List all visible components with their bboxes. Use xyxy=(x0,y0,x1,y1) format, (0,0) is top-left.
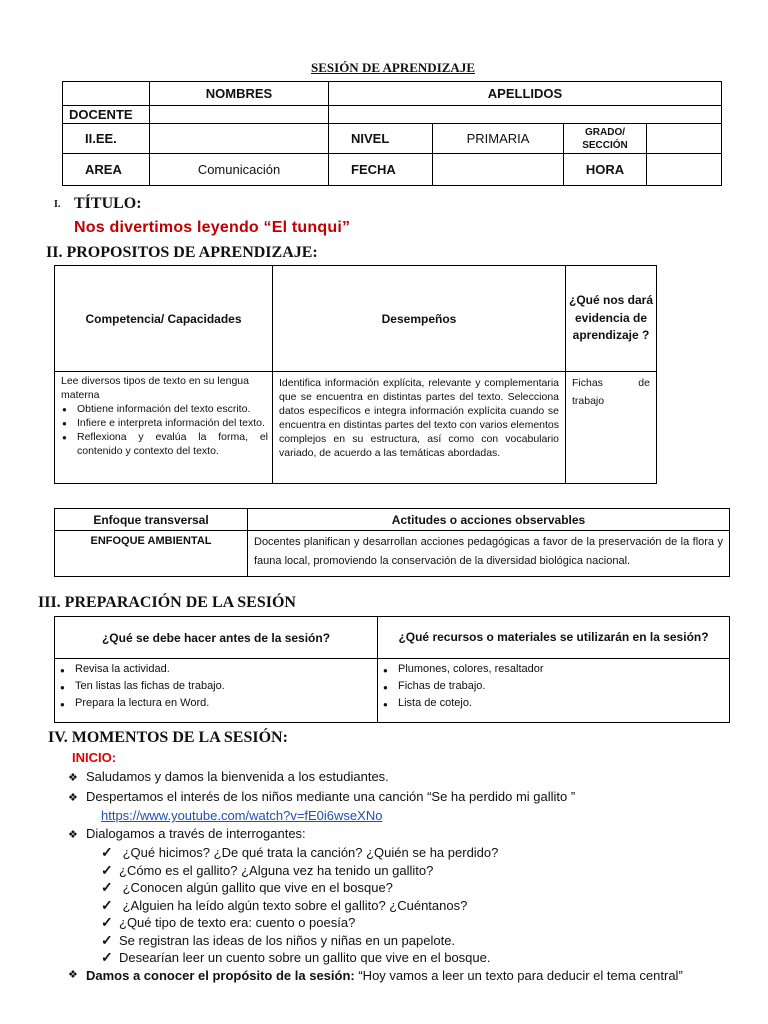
diamond-bullet-icon: ❖ xyxy=(68,968,78,981)
document-title: SESIÓN DE APRENDIZAJE xyxy=(311,60,475,75)
level-value: PRIMARIA xyxy=(433,124,564,154)
question-item: Se registran las ideas de los niños y niñas en un papelote. xyxy=(119,932,456,948)
section3-heading: III. PREPARACIÓN DE LA SESIÓN xyxy=(38,594,296,611)
pen-check-icon: ✓ xyxy=(101,896,113,913)
school-value-cell[interactable] xyxy=(150,124,329,154)
question-item: Desearían leer un cuento sobre un gallito que vive en el bosque. xyxy=(119,950,491,965)
actions-header: Actitudes o acciones observables xyxy=(248,509,730,531)
section2-heading: II. PROPOSITOS DE APRENDIZAJE: xyxy=(46,244,318,261)
time-value-cell[interactable] xyxy=(647,154,722,186)
moments-block xyxy=(68,768,728,984)
section4-heading: IV. MOMENTOS DE LA SESIÓN: xyxy=(48,729,288,746)
material-item: ● Lista de cotejo. xyxy=(394,695,725,712)
evidence-header: ¿Qué nos dará evidencia de aprendizaje ? xyxy=(566,266,657,372)
approach-actions: Docentes planifican y desarrollan acciones pedagógicas a favor de la preservación de la flora y fauna local, promoviendo la conservación de la diversidad biológica nacional. xyxy=(248,531,730,577)
header-table xyxy=(62,81,722,186)
before-item: ● Prepara la lectura en Word. xyxy=(71,695,373,712)
moment-item: Despertamos el interés de los niños mediante una canción “Se ha perdido mi gallito ” xyxy=(86,788,576,804)
pen-check-icon: ✓ xyxy=(101,879,113,895)
preparation-table xyxy=(54,616,730,723)
date-label: FECHA xyxy=(329,154,433,186)
before-item: ● Revisa la actividad. xyxy=(71,661,373,678)
pen-check-icon: ✓ xyxy=(101,949,113,965)
purpose-paragraph xyxy=(86,967,683,985)
question-item: ¿Conocen algún gallito que vive en el bosque? xyxy=(119,880,393,895)
diamond-bullet-icon: ❖ xyxy=(68,828,78,841)
materials-list xyxy=(382,661,725,712)
question-item: ¿Qué tipo de texto era: cuento o poesía? xyxy=(119,915,356,930)
date-value-cell[interactable] xyxy=(433,154,564,186)
grade-label: GRADO/ SECCIÓN xyxy=(564,124,647,154)
capacity-item: ● Reflexiona y evalúa la forma, el contenido y contexto del texto. xyxy=(73,430,268,458)
section1-heading: TÍTULO: xyxy=(74,195,142,212)
capacity-item: ● Obtiene información del texto escrito. xyxy=(73,402,268,416)
evidence-cell: Fichas de trabajo xyxy=(566,372,657,484)
surnames-header: APELLIDOS xyxy=(329,82,722,106)
teacher-label: DOCENTE xyxy=(63,106,150,124)
purpose-text: “Hoy vamos a leer un texto para deducir el tema central” xyxy=(354,967,683,983)
question-item: ¿Qué hicimos? ¿De qué trata la canción? ¿Quién se ha perdido? xyxy=(119,845,499,860)
video-link[interactable]: https://www.youtube.com/watch?v=fE0i6wseXNo xyxy=(101,808,383,823)
approach-name: ENFOQUE AMBIENTAL xyxy=(55,531,248,577)
before-cell xyxy=(55,659,378,723)
question-item: ¿Cómo es el gallito? ¿Alguna vez ha tenido un gallito? xyxy=(119,862,434,878)
approach-header: Enfoque transversal xyxy=(55,509,248,531)
competency-text: Lee diversos tipos de texto en su lengua materna xyxy=(61,375,249,401)
capacity-item: ● Infiere e interpreta información del texto. xyxy=(73,416,268,430)
corner-cell xyxy=(63,82,150,106)
area-label: AREA xyxy=(63,154,150,186)
pen-check-icon: ✓ xyxy=(101,844,113,860)
school-label: II.EE. xyxy=(63,124,150,154)
diamond-bullet-icon: ❖ xyxy=(68,791,78,804)
performance-cell: Identifica información explícita, relevante y complementaria que se encuentra en distintas partes del texto. Selecciona datos específicos e integra información explícita cuando se encuentra en distintas partes del texto con varios elementos complejos en su estructura, así como con vocabulario variado, de acuerdo a las temáticas abordadas. xyxy=(273,372,566,484)
section1-number: I. xyxy=(54,199,61,210)
material-item: ● Fichas de trabajo. xyxy=(394,678,725,695)
purpose-label: Damos a conocer el propósito de la sesión: xyxy=(86,967,355,983)
materials-cell xyxy=(378,659,730,723)
pen-check-icon: ✓ xyxy=(101,861,113,878)
pen-check-icon: ✓ xyxy=(101,914,113,930)
inicio-label: INICIO: xyxy=(72,750,117,765)
time-label: HORA xyxy=(564,154,647,186)
teacher-names-cell[interactable] xyxy=(150,106,329,124)
diamond-bullet-icon: ❖ xyxy=(68,772,78,784)
materials-header: ¿Qué recursos o materiales se utilizarán en la sesión? xyxy=(378,617,730,659)
area-value: Comunicación xyxy=(150,154,329,186)
lesson-title: Nos divertimos leyendo “El tunqui” xyxy=(74,219,351,236)
before-item: ● Ten listas las fichas de trabajo. xyxy=(71,678,373,695)
names-header: NOMBRES xyxy=(150,82,329,106)
material-item: ● Plumones, colores, resaltador xyxy=(394,661,725,678)
pen-check-icon: ✓ xyxy=(101,931,113,948)
competency-header: Competencia/ Capacidades xyxy=(55,266,273,372)
moment-item: Saludamos y damos la bienvenida a los estudiantes. xyxy=(86,769,389,784)
grade-value-cell[interactable] xyxy=(647,124,722,154)
before-header: ¿Qué se debe hacer antes de la sesión? xyxy=(55,617,378,659)
purposes-table xyxy=(54,265,657,484)
approach-table xyxy=(54,508,730,577)
capacities-list xyxy=(61,402,268,458)
competency-cell xyxy=(55,372,273,484)
before-list xyxy=(59,661,373,712)
level-label: NIVEL xyxy=(329,124,433,154)
teacher-surnames-cell[interactable] xyxy=(329,106,722,124)
moment-item: Dialogamos a través de interrogantes: xyxy=(86,825,306,841)
performance-header: Desempeños xyxy=(273,266,566,372)
question-item: ¿Alguien ha leído algún texto sobre el gallito? ¿Cuéntanos? xyxy=(119,897,468,913)
